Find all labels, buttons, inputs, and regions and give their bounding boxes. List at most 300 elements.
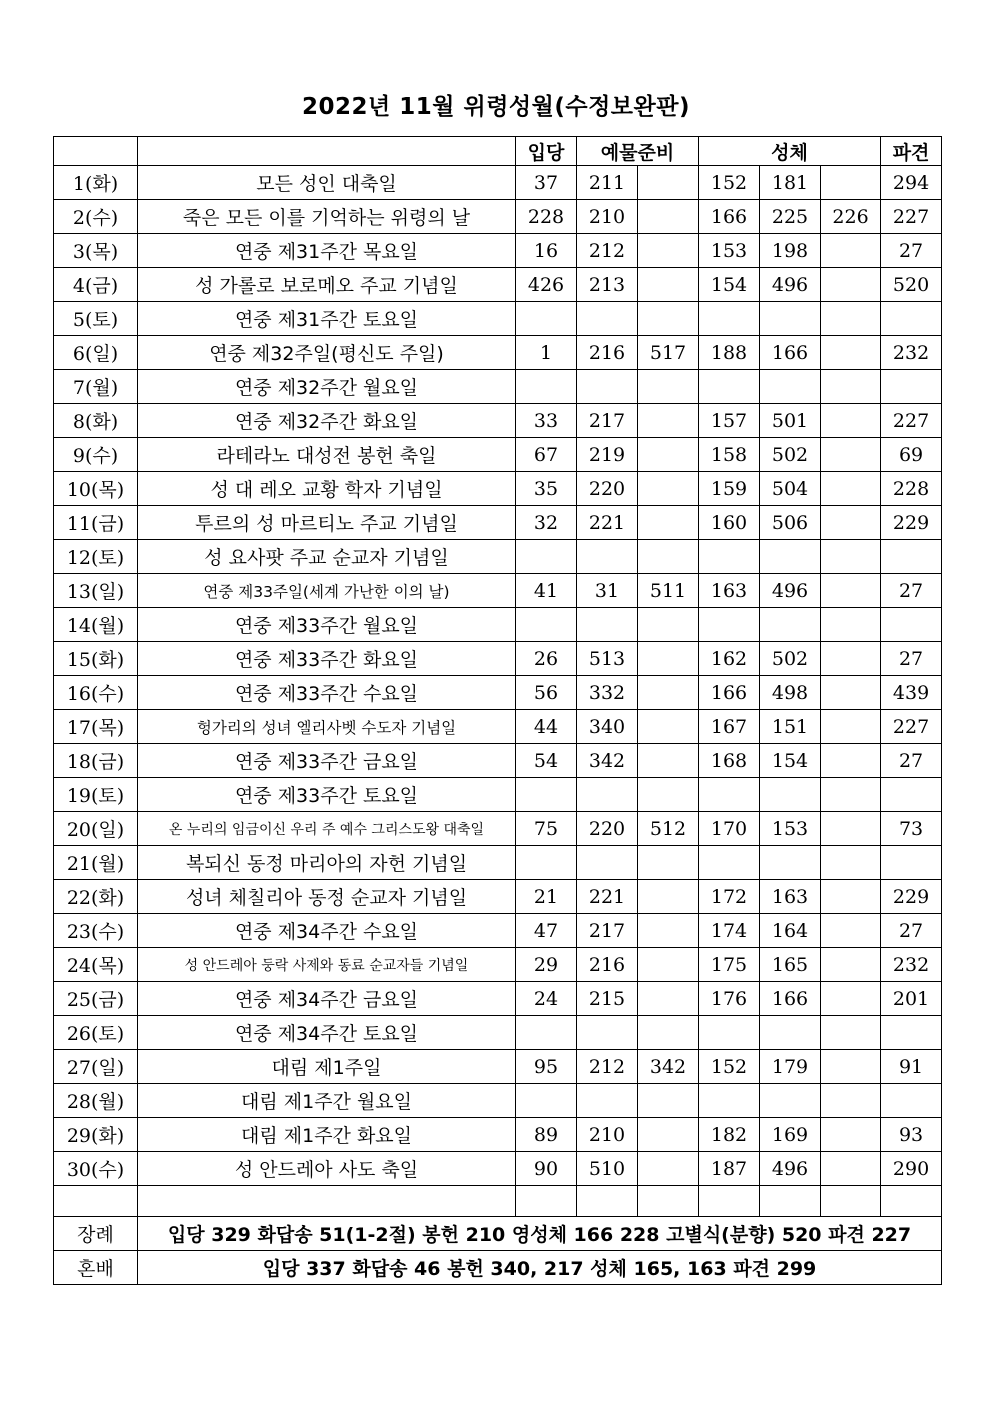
offertory-hymn-2 <box>638 166 699 200</box>
feast-name: 연중 제33주간 금요일 <box>138 744 516 778</box>
entrance-hymn <box>516 302 577 336</box>
header-entrance: 입당 <box>516 137 577 166</box>
communion-hymn-2: 496 <box>760 574 821 608</box>
header-communion: 성체 <box>699 137 881 166</box>
communion-hymn-3 <box>821 812 881 846</box>
communion-hymn-1: 176 <box>699 982 760 1016</box>
recessional-hymn <box>881 608 942 642</box>
funeral-hymns: 입당 329 화답송 51(1-2절) 봉헌 210 영성체 166 228 고별식(분향) 520 파견 227 <box>138 1217 942 1251</box>
schedule-row <box>54 710 942 744</box>
communion-hymn-1 <box>699 1084 760 1118</box>
recessional-hymn <box>881 1084 942 1118</box>
entrance-hymn: 16 <box>516 234 577 268</box>
page-title: 2022년 11월 위령성월(수정보완판) <box>302 94 690 120</box>
day-cell: 18(금) <box>54 744 138 778</box>
feast-name: 대림 제1주간 월요일 <box>138 1084 516 1118</box>
hymn-schedule-table <box>53 136 942 1285</box>
entrance-hymn: 54 <box>516 744 577 778</box>
communion-hymn-1: 175 <box>699 948 760 982</box>
offertory-hymn-2 <box>638 268 699 302</box>
communion-hymn-1: 159 <box>699 472 760 506</box>
feast-name: 성 요사팟 주교 순교자 기념일 <box>138 540 516 574</box>
feast-name: 연중 제31주간 목요일 <box>138 234 516 268</box>
header-feast <box>138 137 516 166</box>
funeral-row <box>54 1217 942 1251</box>
feast-name: 연중 제33주간 토요일 <box>138 778 516 812</box>
communion-hymn-2: 496 <box>760 268 821 302</box>
header-day <box>54 137 138 166</box>
communion-hymn-2 <box>760 608 821 642</box>
communion-hymn-2: 198 <box>760 234 821 268</box>
feast-name: 연중 제32주간 월요일 <box>138 370 516 404</box>
feast-name: 연중 제33주간 화요일 <box>138 642 516 676</box>
communion-hymn-3 <box>821 370 881 404</box>
communion-hymn-1 <box>699 608 760 642</box>
offertory-hymn-1: 221 <box>577 880 638 914</box>
communion-hymn-1: 168 <box>699 744 760 778</box>
communion-hymn-1 <box>699 778 760 812</box>
recessional-hymn: 227 <box>881 404 942 438</box>
feast-name: 죽은 모든 이를 기억하는 위령의 날 <box>138 200 516 234</box>
offertory-hymn-2 <box>638 1016 699 1050</box>
communion-hymn-3 <box>821 404 881 438</box>
offertory-hymn-1 <box>577 302 638 336</box>
communion-hymn-3: 226 <box>821 200 881 234</box>
schedule-row <box>54 982 942 1016</box>
schedule-row <box>54 506 942 540</box>
communion-hymn-1: 152 <box>699 166 760 200</box>
day-cell: 19(토) <box>54 778 138 812</box>
offertory-hymn-1: 510 <box>577 1152 638 1186</box>
blank-row <box>54 1186 942 1217</box>
communion-hymn-1: 166 <box>699 676 760 710</box>
communion-hymn-3 <box>821 1050 881 1084</box>
entrance-hymn <box>516 778 577 812</box>
offertory-hymn-1: 220 <box>577 472 638 506</box>
communion-hymn-3 <box>821 336 881 370</box>
offertory-hymn-2 <box>638 1118 699 1152</box>
offertory-hymn-2: 517 <box>638 336 699 370</box>
day-cell: 1(화) <box>54 166 138 200</box>
communion-hymn-3 <box>821 744 881 778</box>
communion-hymn-2: 496 <box>760 1152 821 1186</box>
communion-hymn-1: 170 <box>699 812 760 846</box>
offertory-hymn-1: 217 <box>577 404 638 438</box>
schedule-row <box>54 880 942 914</box>
schedule-row <box>54 574 942 608</box>
communion-hymn-2: 154 <box>760 744 821 778</box>
communion-hymn-1 <box>699 370 760 404</box>
schedule-row <box>54 302 942 336</box>
day-cell: 24(목) <box>54 948 138 982</box>
communion-hymn-3 <box>821 1084 881 1118</box>
communion-hymn-1: 152 <box>699 1050 760 1084</box>
offertory-hymn-1: 31 <box>577 574 638 608</box>
offertory-hymn-1: 221 <box>577 506 638 540</box>
schedule-row <box>54 336 942 370</box>
entrance-hymn: 24 <box>516 982 577 1016</box>
day-cell: 11(금) <box>54 506 138 540</box>
offertory-hymn-1: 340 <box>577 710 638 744</box>
recessional-hymn: 227 <box>881 200 942 234</box>
recessional-hymn: 228 <box>881 472 942 506</box>
feast-name: 연중 제31주간 토요일 <box>138 302 516 336</box>
offertory-hymn-2: 512 <box>638 812 699 846</box>
entrance-hymn: 67 <box>516 438 577 472</box>
offertory-hymn-1: 213 <box>577 268 638 302</box>
communion-hymn-1: 158 <box>699 438 760 472</box>
entrance-hymn: 75 <box>516 812 577 846</box>
day-cell: 14(월) <box>54 608 138 642</box>
communion-hymn-2: 502 <box>760 438 821 472</box>
recessional-hymn: 290 <box>881 1152 942 1186</box>
day-cell: 8(화) <box>54 404 138 438</box>
day-cell: 27(일) <box>54 1050 138 1084</box>
offertory-hymn-2 <box>638 948 699 982</box>
offertory-hymn-2: 342 <box>638 1050 699 1084</box>
communion-hymn-3 <box>821 846 881 880</box>
entrance-hymn: 89 <box>516 1118 577 1152</box>
entrance-hymn <box>516 846 577 880</box>
feast-name: 연중 제34주간 수요일 <box>138 914 516 948</box>
feast-name: 성 가롤로 보로메오 주교 기념일 <box>138 268 516 302</box>
communion-hymn-3 <box>821 914 881 948</box>
communion-hymn-3 <box>821 880 881 914</box>
offertory-hymn-1 <box>577 778 638 812</box>
offertory-hymn-1: 217 <box>577 914 638 948</box>
offertory-hymn-2 <box>638 302 699 336</box>
offertory-hymn-2 <box>638 914 699 948</box>
offertory-hymn-2 <box>638 744 699 778</box>
offertory-hymn-2 <box>638 1152 699 1186</box>
recessional-hymn: 27 <box>881 574 942 608</box>
communion-hymn-1 <box>699 540 760 574</box>
communion-hymn-3 <box>821 710 881 744</box>
schedule-row <box>54 268 942 302</box>
feast-name: 온 누리의 임금이신 우리 주 예수 그리스도왕 대축일 <box>138 812 516 846</box>
recessional-hymn: 27 <box>881 914 942 948</box>
offertory-hymn-1 <box>577 846 638 880</box>
offertory-hymn-1 <box>577 540 638 574</box>
entrance-hymn: 90 <box>516 1152 577 1186</box>
entrance-hymn: 32 <box>516 506 577 540</box>
day-cell: 13(일) <box>54 574 138 608</box>
communion-hymn-3 <box>821 472 881 506</box>
entrance-hymn: 33 <box>516 404 577 438</box>
communion-hymn-2: 504 <box>760 472 821 506</box>
day-cell: 22(화) <box>54 880 138 914</box>
offertory-hymn-2 <box>638 540 699 574</box>
recessional-hymn <box>881 846 942 880</box>
communion-hymn-1: 187 <box>699 1152 760 1186</box>
day-cell: 2(수) <box>54 200 138 234</box>
schedule-row <box>54 676 942 710</box>
schedule-row <box>54 200 942 234</box>
feast-name: 연중 제33주간 월요일 <box>138 608 516 642</box>
schedule-row <box>54 1084 942 1118</box>
offertory-hymn-1: 219 <box>577 438 638 472</box>
day-cell: 10(목) <box>54 472 138 506</box>
offertory-hymn-1: 342 <box>577 744 638 778</box>
offertory-hymn-1: 332 <box>577 676 638 710</box>
communion-hymn-3 <box>821 676 881 710</box>
communion-hymn-2: 164 <box>760 914 821 948</box>
wedding-label: 혼배 <box>54 1251 138 1285</box>
schedule-row <box>54 540 942 574</box>
day-cell: 29(화) <box>54 1118 138 1152</box>
day-cell: 21(월) <box>54 846 138 880</box>
offertory-hymn-2 <box>638 846 699 880</box>
communion-hymn-1: 167 <box>699 710 760 744</box>
feast-name: 대림 제1주간 화요일 <box>138 1118 516 1152</box>
offertory-hymn-2 <box>638 710 699 744</box>
entrance-hymn: 1 <box>516 336 577 370</box>
day-cell: 5(토) <box>54 302 138 336</box>
communion-hymn-1: 182 <box>699 1118 760 1152</box>
offertory-hymn-2: 511 <box>638 574 699 608</box>
communion-hymn-2: 179 <box>760 1050 821 1084</box>
communion-hymn-1: 163 <box>699 574 760 608</box>
entrance-hymn <box>516 1016 577 1050</box>
offertory-hymn-2 <box>638 642 699 676</box>
feast-name: 연중 제32주일(평신도 주일) <box>138 336 516 370</box>
communion-hymn-2: 501 <box>760 404 821 438</box>
header-offertory: 예물준비 <box>577 137 699 166</box>
day-cell: 12(토) <box>54 540 138 574</box>
day-cell: 17(목) <box>54 710 138 744</box>
communion-hymn-2 <box>760 540 821 574</box>
recessional-hymn: 27 <box>881 234 942 268</box>
recessional-hymn: 520 <box>881 268 942 302</box>
recessional-hymn: 201 <box>881 982 942 1016</box>
communion-hymn-2 <box>760 778 821 812</box>
schedule-row <box>54 472 942 506</box>
offertory-hymn-1: 216 <box>577 948 638 982</box>
offertory-hymn-2 <box>638 506 699 540</box>
communion-hymn-1 <box>699 846 760 880</box>
offertory-hymn-2 <box>638 234 699 268</box>
communion-hymn-1: 162 <box>699 642 760 676</box>
feast-name: 투르의 성 마르티노 주교 기념일 <box>138 506 516 540</box>
schedule-row <box>54 438 942 472</box>
feast-name: 성 안드레아 둥락 사제와 동료 순교자들 기념일 <box>138 948 516 982</box>
communion-hymn-3 <box>821 302 881 336</box>
header-row <box>54 137 942 166</box>
schedule-rows <box>54 166 942 1186</box>
entrance-hymn: 29 <box>516 948 577 982</box>
schedule-row <box>54 744 942 778</box>
communion-hymn-2 <box>760 1084 821 1118</box>
schedule-row <box>54 948 942 982</box>
schedule-row <box>54 812 942 846</box>
day-cell: 28(월) <box>54 1084 138 1118</box>
recessional-hymn <box>881 540 942 574</box>
recessional-hymn: 294 <box>881 166 942 200</box>
offertory-hymn-2 <box>638 982 699 1016</box>
day-cell: 6(일) <box>54 336 138 370</box>
schedule-row <box>54 642 942 676</box>
offertory-hymn-2 <box>638 880 699 914</box>
communion-hymn-2: 166 <box>760 982 821 1016</box>
entrance-hymn: 56 <box>516 676 577 710</box>
funeral-label: 장례 <box>54 1217 138 1251</box>
offertory-hymn-1: 513 <box>577 642 638 676</box>
offertory-hymn-2 <box>638 1084 699 1118</box>
entrance-hymn <box>516 608 577 642</box>
offertory-hymn-2 <box>638 438 699 472</box>
communion-hymn-1: 172 <box>699 880 760 914</box>
offertory-hymn-2 <box>638 472 699 506</box>
offertory-hymn-2 <box>638 370 699 404</box>
communion-hymn-2: 166 <box>760 336 821 370</box>
communion-hymn-3 <box>821 608 881 642</box>
header-recessional: 파견 <box>881 137 942 166</box>
entrance-hymn: 95 <box>516 1050 577 1084</box>
communion-hymn-1: 160 <box>699 506 760 540</box>
recessional-hymn: 27 <box>881 744 942 778</box>
communion-hymn-2: 153 <box>760 812 821 846</box>
offertory-hymn-1: 215 <box>577 982 638 1016</box>
offertory-hymn-1: 211 <box>577 166 638 200</box>
communion-hymn-3 <box>821 1016 881 1050</box>
communion-hymn-3 <box>821 268 881 302</box>
day-cell: 26(토) <box>54 1016 138 1050</box>
day-cell: 23(수) <box>54 914 138 948</box>
communion-hymn-3 <box>821 540 881 574</box>
communion-hymn-1: 188 <box>699 336 760 370</box>
entrance-hymn: 35 <box>516 472 577 506</box>
communion-hymn-3 <box>821 778 881 812</box>
feast-name: 성 안드레아 사도 축일 <box>138 1152 516 1186</box>
communion-hymn-2: 225 <box>760 200 821 234</box>
day-cell: 9(수) <box>54 438 138 472</box>
recessional-hymn: 229 <box>881 880 942 914</box>
recessional-hymn <box>881 778 942 812</box>
feast-name: 헝가리의 성녀 엘리사벳 수도자 기념일 <box>138 710 516 744</box>
communion-hymn-3 <box>821 574 881 608</box>
schedule-row <box>54 608 942 642</box>
recessional-hymn: 232 <box>881 336 942 370</box>
communion-hymn-1 <box>699 302 760 336</box>
recessional-hymn: 27 <box>881 642 942 676</box>
offertory-hymn-1 <box>577 608 638 642</box>
feast-name: 성녀 체칠리아 동정 순교자 기념일 <box>138 880 516 914</box>
communion-hymn-3 <box>821 948 881 982</box>
day-cell: 30(수) <box>54 1152 138 1186</box>
offertory-hymn-1: 210 <box>577 200 638 234</box>
recessional-hymn: 232 <box>881 948 942 982</box>
recessional-hymn: 227 <box>881 710 942 744</box>
recessional-hymn: 93 <box>881 1118 942 1152</box>
communion-hymn-3 <box>821 1118 881 1152</box>
offertory-hymn-2 <box>638 778 699 812</box>
communion-hymn-2: 506 <box>760 506 821 540</box>
communion-hymn-2: 498 <box>760 676 821 710</box>
communion-hymn-1: 166 <box>699 200 760 234</box>
entrance-hymn <box>516 370 577 404</box>
communion-hymn-3 <box>821 1152 881 1186</box>
communion-hymn-2 <box>760 370 821 404</box>
entrance-hymn: 47 <box>516 914 577 948</box>
feast-name: 연중 제32주간 화요일 <box>138 404 516 438</box>
day-cell: 15(화) <box>54 642 138 676</box>
feast-name: 연중 제34주간 금요일 <box>138 982 516 1016</box>
entrance-hymn: 26 <box>516 642 577 676</box>
schedule-row <box>54 370 942 404</box>
day-cell: 20(일) <box>54 812 138 846</box>
offertory-hymn-1: 220 <box>577 812 638 846</box>
entrance-hymn <box>516 1084 577 1118</box>
day-cell: 16(수) <box>54 676 138 710</box>
schedule-row <box>54 234 942 268</box>
entrance-hymn: 426 <box>516 268 577 302</box>
offertory-hymn-2 <box>638 200 699 234</box>
recessional-hymn: 229 <box>881 506 942 540</box>
communion-hymn-2: 502 <box>760 642 821 676</box>
recessional-hymn <box>881 1016 942 1050</box>
communion-hymn-1 <box>699 1016 760 1050</box>
communion-hymn-2: 181 <box>760 166 821 200</box>
schedule-row <box>54 914 942 948</box>
offertory-hymn-1 <box>577 1084 638 1118</box>
communion-hymn-2 <box>760 302 821 336</box>
recessional-hymn: 69 <box>881 438 942 472</box>
feast-name: 성 대 레오 교황 학자 기념일 <box>138 472 516 506</box>
schedule-row <box>54 1016 942 1050</box>
communion-hymn-3 <box>821 506 881 540</box>
communion-hymn-1: 157 <box>699 404 760 438</box>
offertory-hymn-2 <box>638 404 699 438</box>
schedule-row <box>54 1118 942 1152</box>
recessional-hymn <box>881 370 942 404</box>
communion-hymn-3 <box>821 166 881 200</box>
schedule-row <box>54 1050 942 1084</box>
feast-name: 연중 제33주간 수요일 <box>138 676 516 710</box>
recessional-hymn: 439 <box>881 676 942 710</box>
communion-hymn-3 <box>821 234 881 268</box>
communion-hymn-2: 169 <box>760 1118 821 1152</box>
day-cell: 7(월) <box>54 370 138 404</box>
communion-hymn-2 <box>760 846 821 880</box>
recessional-hymn: 73 <box>881 812 942 846</box>
schedule-row <box>54 1152 942 1186</box>
wedding-row <box>54 1251 942 1285</box>
entrance-hymn: 37 <box>516 166 577 200</box>
entrance-hymn: 41 <box>516 574 577 608</box>
schedule-row <box>54 404 942 438</box>
communion-hymn-3 <box>821 642 881 676</box>
communion-hymn-2: 163 <box>760 880 821 914</box>
recessional-hymn: 91 <box>881 1050 942 1084</box>
offertory-hymn-2 <box>638 676 699 710</box>
offertory-hymn-1: 212 <box>577 1050 638 1084</box>
feast-name: 라테라노 대성전 봉헌 축일 <box>138 438 516 472</box>
schedule-row <box>54 778 942 812</box>
feast-name: 연중 제33주일(세계 가난한 이의 날) <box>138 574 516 608</box>
communion-hymn-3 <box>821 982 881 1016</box>
schedule-row <box>54 846 942 880</box>
wedding-hymns: 입당 337 화답송 46 봉헌 340, 217 성체 165, 163 파견 299 <box>138 1251 942 1285</box>
offertory-hymn-1 <box>577 1016 638 1050</box>
day-cell: 25(금) <box>54 982 138 1016</box>
offertory-hymn-1: 210 <box>577 1118 638 1152</box>
day-cell: 4(금) <box>54 268 138 302</box>
communion-hymn-1: 174 <box>699 914 760 948</box>
recessional-hymn <box>881 302 942 336</box>
offertory-hymn-1: 212 <box>577 234 638 268</box>
communion-hymn-1: 154 <box>699 268 760 302</box>
communion-hymn-2 <box>760 1016 821 1050</box>
